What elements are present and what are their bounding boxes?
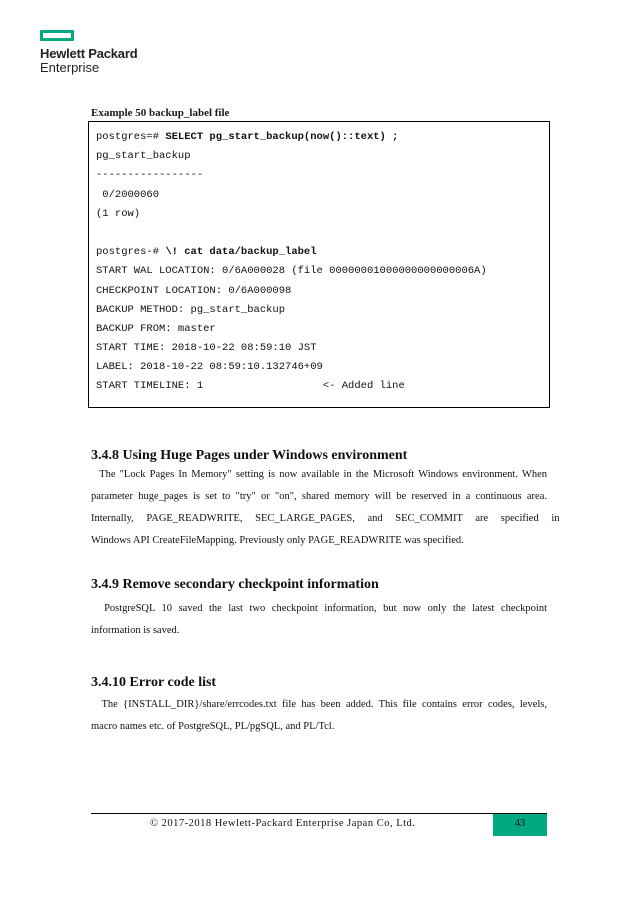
code-line-blank [96,224,549,243]
section-body-huge-pages [91,464,560,552]
paragraph-line: parameter huge_pages is set to "try" or "on", shared memory will be reserved in a continuous area. [91,491,547,502]
footer-copyright: © 2017-2018 Hewlett-Packard Enterprise Japan Co, Ltd. [150,818,416,829]
section-body-checkpoint [91,598,547,642]
code-line: BACKUP METHOD: pg_start_backup [96,303,286,316]
example-caption: Example 50 backup_label file [91,107,230,119]
code-line: 0/2000060 [96,188,160,201]
logo-text-line1: Hewlett Packard [40,46,138,61]
code-line: ----------------- [96,169,204,182]
section-heading-checkpoint: 3.4.9 Remove secondary checkpoint information [91,577,379,592]
code-line: LABEL: 2018-10-22 08:59:10.132746+09 [96,361,323,374]
section-heading-error-codes: 3.4.10 Error code list [91,675,217,690]
hpe-logo [40,30,137,75]
code-line: START TIMELINE: 1 <- Added line [96,380,405,393]
paragraph-line: The "Lock Pages In Memory" setting is now available in the Microsoft Windows environment. When [91,469,547,480]
code-line: postgres=# SELECT pg_start_backup(now()::text) ; [96,131,399,143]
page-number: 43 [493,814,547,836]
paragraph-line: information is saved. [91,625,180,636]
footer-divider [91,813,547,814]
hpe-logo-mark-icon [40,30,74,41]
paragraph-line: macro names etc. of PostgreSQL, PL/pgSQL, and PL/Tcl. [91,721,335,732]
code-line: pg_start_backup [96,150,191,163]
code-line: (1 row) [96,207,141,220]
code-line: postgres-# \! cat data/backup_label [96,246,317,259]
paragraph-line: Internally, PAGE_READWRITE, SEC_LARGE_PAGES, and SEC_COMMIT are specified in [91,513,560,524]
code-block [88,121,550,408]
section-body-error-codes [91,694,547,738]
code-line: CHECKPOINT LOCATION: 0/6A000098 [96,284,292,297]
paragraph-line: The {INSTALL_DIR}/share/errcodes.txt file has been added. This file contains error codes, levels, [91,699,547,710]
code-line: START WAL LOCATION: 0/6A000028 (file 00000001000000000000006A) [96,265,487,278]
code-line: START TIME: 2018-10-22 08:59:10 JST [96,342,317,355]
section-heading-huge-pages: 3.4.8 Using Huge Pages under Windows environment [91,448,408,463]
paragraph-line: PostgreSQL 10 saved the last two checkpoint information, but now only the latest checkpoint [91,603,547,614]
paragraph-line: Windows API CreateFileMapping. Previously only PAGE_READWRITE was specified. [91,535,464,546]
logo-text-line2: Enterprise [40,60,100,75]
code-line: BACKUP FROM: master [96,322,216,335]
